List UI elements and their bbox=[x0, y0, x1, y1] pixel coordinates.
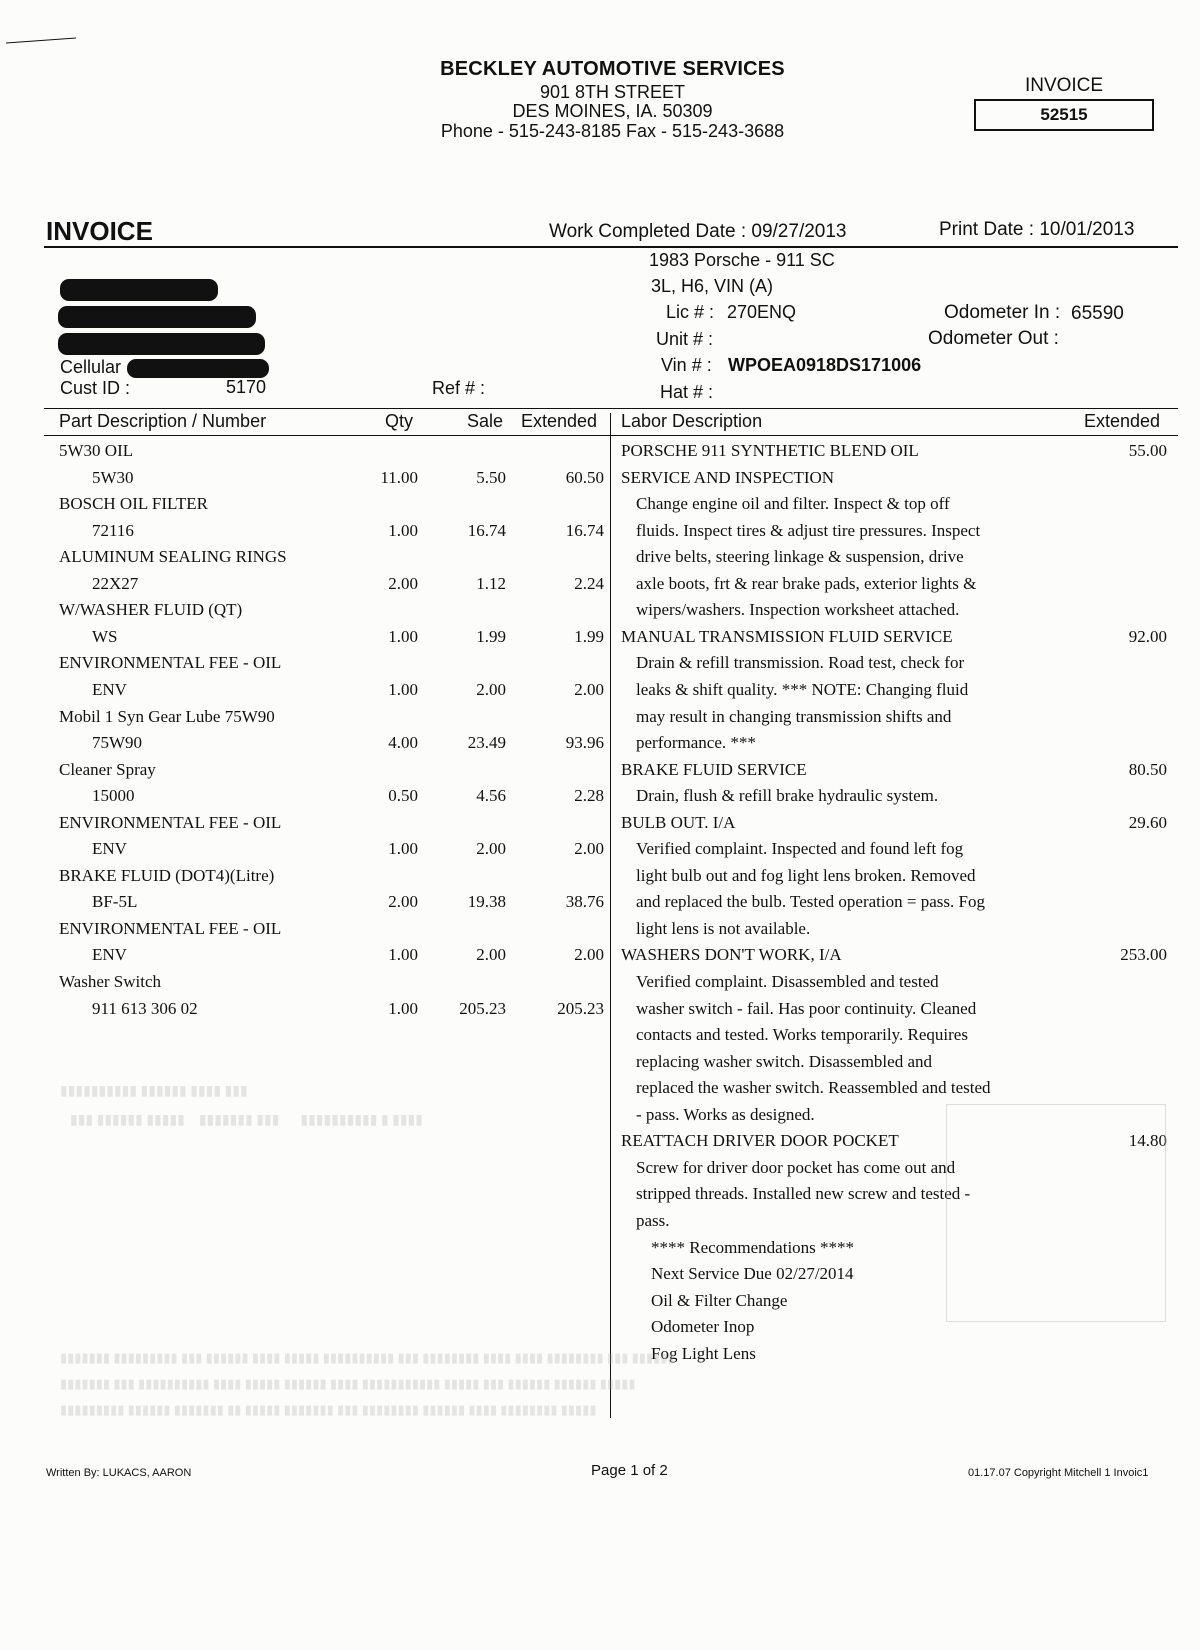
part-extended: 205.23 bbox=[557, 998, 604, 1018]
labor-amount: 55.00 bbox=[1128, 441, 1167, 460]
part-qty: 2.00 bbox=[388, 573, 418, 593]
part-extended: 93.96 bbox=[565, 733, 604, 753]
part-extended: 60.50 bbox=[565, 467, 604, 487]
part-sale: 2.00 bbox=[476, 945, 506, 965]
labor-detail-line: pass. bbox=[636, 1210, 670, 1230]
redacted-customer-street bbox=[58, 306, 256, 328]
labor-detail-line: and replaced the bulb. Tested operation = pass. Fog bbox=[636, 892, 985, 912]
labor-detail-line: drive belts, steering linkage & suspension, drive bbox=[636, 547, 964, 567]
page-number: Page 1 of 2 bbox=[591, 1462, 668, 1479]
part-sale: 4.56 bbox=[476, 786, 506, 806]
part-extended: 2.00 bbox=[574, 839, 604, 859]
labor-detail-line: wipers/washers. Inspection worksheet attached. bbox=[636, 600, 960, 620]
part-qty: 1.00 bbox=[388, 998, 418, 1018]
written-by: Written By: LUKACS, AARON bbox=[46, 1467, 192, 1479]
part-number: 5W30 bbox=[92, 467, 134, 487]
header-extended: Extended bbox=[521, 411, 598, 431]
part-qty: 1.00 bbox=[388, 520, 418, 540]
header-part-description: Part Description / Number bbox=[59, 411, 267, 431]
invoice-number: 52515 bbox=[974, 99, 1154, 131]
shop-city: DES MOINES, IA. 50309 bbox=[512, 101, 713, 121]
part-sale: 1.99 bbox=[476, 626, 506, 646]
odometer-in: 65590 bbox=[1071, 303, 1124, 324]
scan-mark bbox=[6, 38, 76, 44]
part-sale: 19.38 bbox=[467, 892, 506, 912]
vehicle-model: 1983 Porsche - 911 SC bbox=[649, 250, 835, 270]
cellular-label: Cellular bbox=[60, 357, 122, 377]
part-number: 22X27 bbox=[92, 573, 139, 593]
redacted-cellular-number bbox=[127, 359, 269, 378]
bleed-through-text: ▮▮▮▮▮▮▮▮▮▮ ▮▮▮▮▮▮ ▮▮▮▮ ▮▮▮ bbox=[60, 1084, 248, 1099]
labor-detail-line: performance. *** bbox=[636, 733, 756, 753]
labor-detail-line: stripped threads. Installed new screw and tested - bbox=[636, 1184, 971, 1204]
bleed-through-totals-box bbox=[946, 1104, 1166, 1322]
recommendation-item: Oil & Filter Change bbox=[651, 1290, 788, 1310]
print-date: Print Date : 10/01/2013 bbox=[939, 219, 1135, 240]
copyright: 01.17.07 Copyright Mitchell 1 Invoic1 bbox=[968, 1467, 1149, 1479]
part-extended: 2.24 bbox=[574, 573, 604, 593]
recommendation-item: Odometer Inop bbox=[651, 1317, 755, 1337]
labor-item-title: BULB OUT. I/A bbox=[621, 812, 736, 832]
part-qty: 1.00 bbox=[388, 679, 418, 699]
header-labor-extended: Extended bbox=[1084, 411, 1161, 431]
shop-street: 901 8TH STREET bbox=[539, 82, 686, 102]
header-labor-description: Labor Description bbox=[621, 411, 763, 431]
part-extended: 38.76 bbox=[565, 892, 604, 912]
lic-label: Lic # : bbox=[666, 302, 715, 322]
part-description: ENVIRONMENTAL FEE - OIL bbox=[59, 653, 282, 673]
page-title: INVOICE bbox=[46, 216, 153, 246]
header-qty: Qty bbox=[385, 411, 414, 431]
part-extended: 2.28 bbox=[574, 786, 604, 806]
bleed-through-text: ▮▮▮▮▮▮▮▮▮ ▮▮▮▮▮▮ ▮▮▮▮▮▮▮ ▮▮ ▮▮▮▮▮ ▮▮▮▮▮▮▮ ▮▮▮ ▮▮▮▮▮▮▮▮ ▮▮▮▮▮▮ ▮▮▮▮ ▮▮▮▮▮▮▮▮ ▮▮▮▮▮ bbox=[60, 1402, 597, 1417]
part-sale: 5.50 bbox=[476, 467, 506, 487]
labor-detail-line: light bulb out and fog light lens broken. Removed bbox=[636, 865, 976, 885]
labor-amount: 92.00 bbox=[1128, 626, 1167, 646]
part-extended: 16.74 bbox=[565, 520, 604, 540]
bleed-through-text: ▮▮▮▮▮▮▮ ▮▮▮▮▮▮▮▮▮ ▮▮▮ ▮▮▮▮▮▮ ▮▮▮▮ ▮▮▮▮▮ ▮▮▮▮▮▮▮▮▮▮ ▮▮▮ ▮▮▮▮▮▮▮▮ ▮▮▮▮ ▮▮▮▮ ▮▮▮▮▮▮▮▮ ▮▮▮ ▮▮▮▮▮▮ bbox=[60, 1350, 675, 1365]
recommendations-heading: **** Recommendations **** bbox=[651, 1237, 855, 1257]
redacted-customer-name bbox=[60, 279, 218, 301]
part-sale: 23.49 bbox=[467, 733, 506, 753]
part-description: Cleaner Spray bbox=[59, 759, 156, 779]
part-sale: 2.00 bbox=[476, 679, 506, 699]
vehicle-engine: 3L, H6, VIN (A) bbox=[651, 276, 774, 296]
part-number: ENV bbox=[92, 679, 127, 699]
part-description: BOSCH OIL FILTER bbox=[59, 494, 208, 514]
header-rule bbox=[44, 435, 1178, 436]
part-number: BF-5L bbox=[92, 892, 138, 912]
labor-item-title: WASHERS DON'T WORK, I/A bbox=[621, 945, 842, 965]
part-number: 75W90 bbox=[92, 733, 143, 753]
bleed-through-text: ▮▮▮▮▮▮▮ ▮▮▮ ▮▮▮▮▮▮▮▮▮▮ ▮▮▮▮ ▮▮▮▮▮ ▮▮▮▮▮▮ ▮▮▮▮ ▮▮▮▮▮▮▮▮▮▮▮ ▮▮▮▮▮ ▮▮▮ ▮▮▮▮▮▮ ▮▮▮▮▮▮ ▮▮▮▮▮ bbox=[60, 1376, 636, 1391]
recommendation-item: Fog Light Lens bbox=[651, 1343, 756, 1363]
vin-label: Vin # : bbox=[661, 355, 712, 375]
cust-id: 5170 bbox=[226, 377, 267, 397]
part-extended: 2.00 bbox=[574, 945, 604, 965]
recommendation-item: Next Service Due 02/27/2014 bbox=[651, 1264, 854, 1284]
redacted-customer-city bbox=[58, 333, 265, 355]
part-description: BRAKE FLUID (DOT4)(Litre) bbox=[59, 865, 275, 885]
labor-item-title: BRAKE FLUID SERVICE bbox=[621, 759, 807, 779]
part-qty: 2.00 bbox=[388, 892, 418, 912]
part-description: W/WASHER FLUID (QT) bbox=[59, 600, 243, 620]
labor-amount: 14.80 bbox=[1128, 1131, 1167, 1151]
labor-amount: 29.60 bbox=[1128, 812, 1167, 832]
unit-label: Unit # : bbox=[656, 329, 714, 349]
part-qty: 1.00 bbox=[388, 839, 418, 859]
title-rule bbox=[44, 246, 1178, 248]
part-number: ENV bbox=[92, 945, 127, 965]
labor-detail-line: Drain, flush & refill brake hydraulic system. bbox=[636, 786, 939, 806]
part-qty: 0.50 bbox=[388, 786, 418, 806]
part-number: 72116 bbox=[92, 520, 134, 540]
part-sale: 205.23 bbox=[459, 998, 506, 1018]
labor-detail-line: fluids. Inspect tires & adjust tire pressures. Inspect bbox=[636, 520, 981, 540]
invoice-box-label: INVOICE bbox=[1024, 75, 1104, 96]
bleed-through-text: ▮▮▮ ▮▮▮▮▮▮ ▮▮▮▮▮ ▮▮▮▮▮▮▮ ▮▮▮ ▮▮▮▮▮▮▮▮▮▮ ▮ ▮▮▮▮ bbox=[70, 1113, 423, 1128]
part-qty: 4.00 bbox=[388, 733, 418, 753]
labor-detail-line: replaced the washer switch. Reassembled and tested bbox=[636, 1078, 991, 1098]
labor-detail-line: contacts and tested. Works temporarily. Requires bbox=[636, 1025, 968, 1045]
table-top-rule bbox=[44, 408, 1178, 409]
part-extended: 2.00 bbox=[574, 679, 604, 699]
part-number: 911 613 306 02 bbox=[92, 998, 198, 1018]
labor-detail-line: axle boots, frt & rear brake pads, exterior lights & bbox=[636, 573, 977, 593]
part-qty: 11.00 bbox=[380, 467, 418, 487]
part-sale: 1.12 bbox=[476, 573, 506, 593]
part-description: Washer Switch bbox=[59, 972, 162, 991]
labor-detail-line: light lens is not available. bbox=[636, 918, 811, 938]
part-qty: 1.00 bbox=[388, 945, 418, 965]
shop-name: BECKLEY AUTOMOTIVE SERVICES bbox=[440, 58, 785, 80]
odometer-in-label: Odometer In : bbox=[944, 302, 1061, 323]
part-description: ENVIRONMENTAL FEE - OIL bbox=[59, 918, 282, 938]
part-qty: 1.00 bbox=[388, 626, 418, 646]
hat-label: Hat # : bbox=[660, 382, 714, 402]
labor-item-title: SERVICE AND INSPECTION bbox=[621, 467, 835, 487]
labor-detail-line: Verified complaint. Disassembled and tested bbox=[636, 972, 939, 991]
labor-item-title: PORSCHE 911 SYNTHETIC BLEND OIL bbox=[621, 441, 919, 460]
labor-detail-line: Change engine oil and filter. Inspect & top off bbox=[636, 494, 950, 514]
part-description: Mobil 1 Syn Gear Lube 75W90 bbox=[59, 706, 275, 726]
labor-detail-line: washer switch - fail. Has poor continuity. Cleaned bbox=[636, 998, 977, 1018]
labor-amount: 80.50 bbox=[1128, 759, 1167, 779]
work-completed-date: Work Completed Date : 09/27/2013 bbox=[549, 221, 847, 242]
labor-detail-line: leaks & shift quality. *** NOTE: Changing fluid bbox=[636, 679, 969, 699]
labor-amount: 253.00 bbox=[1120, 945, 1167, 965]
ref-label: Ref # : bbox=[432, 378, 486, 398]
shop-phone-fax: Phone - 515-243-8185 Fax - 515-243-3688 bbox=[440, 121, 785, 141]
labor-detail-line: replacing washer switch. Disassembled and bbox=[636, 1051, 932, 1071]
labor-detail-line: - pass. Works as designed. bbox=[636, 1104, 815, 1124]
header-sale: Sale bbox=[467, 411, 504, 431]
part-sale: 16.74 bbox=[467, 520, 506, 540]
labor-item-title: MANUAL TRANSMISSION FLUID SERVICE bbox=[621, 626, 953, 646]
part-sale: 2.00 bbox=[476, 839, 506, 859]
column-divider bbox=[610, 413, 611, 1418]
odometer-out-label: Odometer Out : bbox=[928, 328, 1059, 349]
part-extended: 1.99 bbox=[574, 626, 604, 646]
part-description: 5W30 OIL bbox=[59, 441, 134, 460]
part-number: 15000 bbox=[92, 786, 135, 806]
labor-detail-line: Verified complaint. Inspected and found left fog bbox=[636, 839, 964, 859]
cust-id-label: Cust ID : bbox=[60, 378, 131, 398]
part-number: WS bbox=[92, 626, 118, 646]
part-number: ENV bbox=[92, 839, 127, 859]
labor-detail-line: may result in changing transmission shifts and bbox=[636, 706, 952, 726]
labor-item-title: REATTACH DRIVER DOOR POCKET bbox=[621, 1131, 899, 1151]
lic-number: 270ENQ bbox=[727, 302, 797, 322]
vin-number: WPOEA0918DS171006 bbox=[728, 355, 922, 375]
labor-detail-line: Screw for driver door pocket has come out and bbox=[636, 1157, 956, 1177]
part-description: ENVIRONMENTAL FEE - OIL bbox=[59, 812, 282, 832]
part-description: ALUMINUM SEALING RINGS bbox=[59, 547, 287, 567]
labor-detail-line: Drain & refill transmission. Road test, check for bbox=[636, 653, 965, 673]
